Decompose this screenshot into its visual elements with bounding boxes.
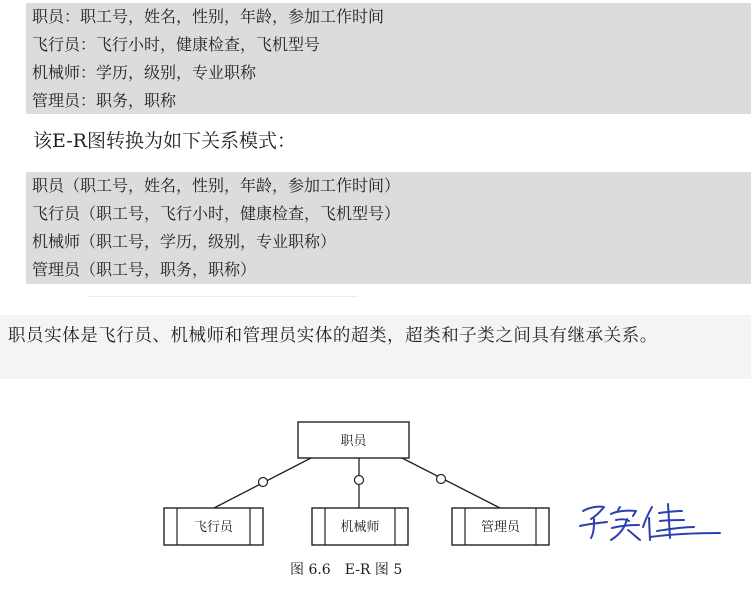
er-diagram — [0, 380, 751, 589]
connector-manager — [402, 458, 500, 508]
relation-line-staff: 职员（职工号，姓名，性别，年龄，参加工作时间） — [32, 176, 401, 195]
relation-line-pilot: 飞行员（职工号，飞行小时，健康检查，飞机型号） — [32, 204, 401, 223]
entity-manager-label: 管理员 — [480, 520, 521, 535]
relation-line-manager: 管理员（职工号，职务，职称） — [32, 260, 257, 279]
relation-schema-block — [26, 172, 751, 284]
circle-pilot — [259, 478, 268, 487]
entity-line-mechanic: 机械师：学历，级别，专业职称 — [32, 63, 257, 82]
circle-manager — [437, 475, 446, 484]
entity-mechanic — [312, 508, 408, 545]
entity-pilot-label: 飞行员 — [193, 520, 234, 535]
relation-line-mechanic: 机械师（职工号，学历，级别，专业职称） — [32, 232, 337, 251]
circle-mechanic — [355, 476, 364, 485]
entity-staff-label: 职员 — [340, 434, 367, 449]
conversion-sentence: 该E-R图转换为如下关系模式： — [33, 130, 296, 152]
entity-line-staff: 职员：职工号，姓名，性别，年龄，参加工作时间 — [32, 7, 385, 26]
divider — [88, 296, 358, 297]
entity-mechanic-label: 机械师 — [340, 520, 380, 535]
entity-line-pilot: 飞行员：飞行小时，健康检查，飞机型号 — [32, 35, 321, 54]
entities-attributes-block — [26, 3, 751, 114]
inheritance-note: 职员实体是飞行员、机械师和管理员实体的超类，超类和子类之间具有继承关系。 — [8, 326, 658, 346]
entity-manager — [452, 508, 549, 545]
handwritten-signature — [580, 504, 720, 540]
entity-line-manager: 管理员：职务，职称 — [32, 91, 177, 110]
entity-staff — [298, 422, 409, 458]
entity-pilot — [164, 508, 263, 545]
figure-caption: 图 6.6 E-R 图 5 — [290, 562, 403, 578]
